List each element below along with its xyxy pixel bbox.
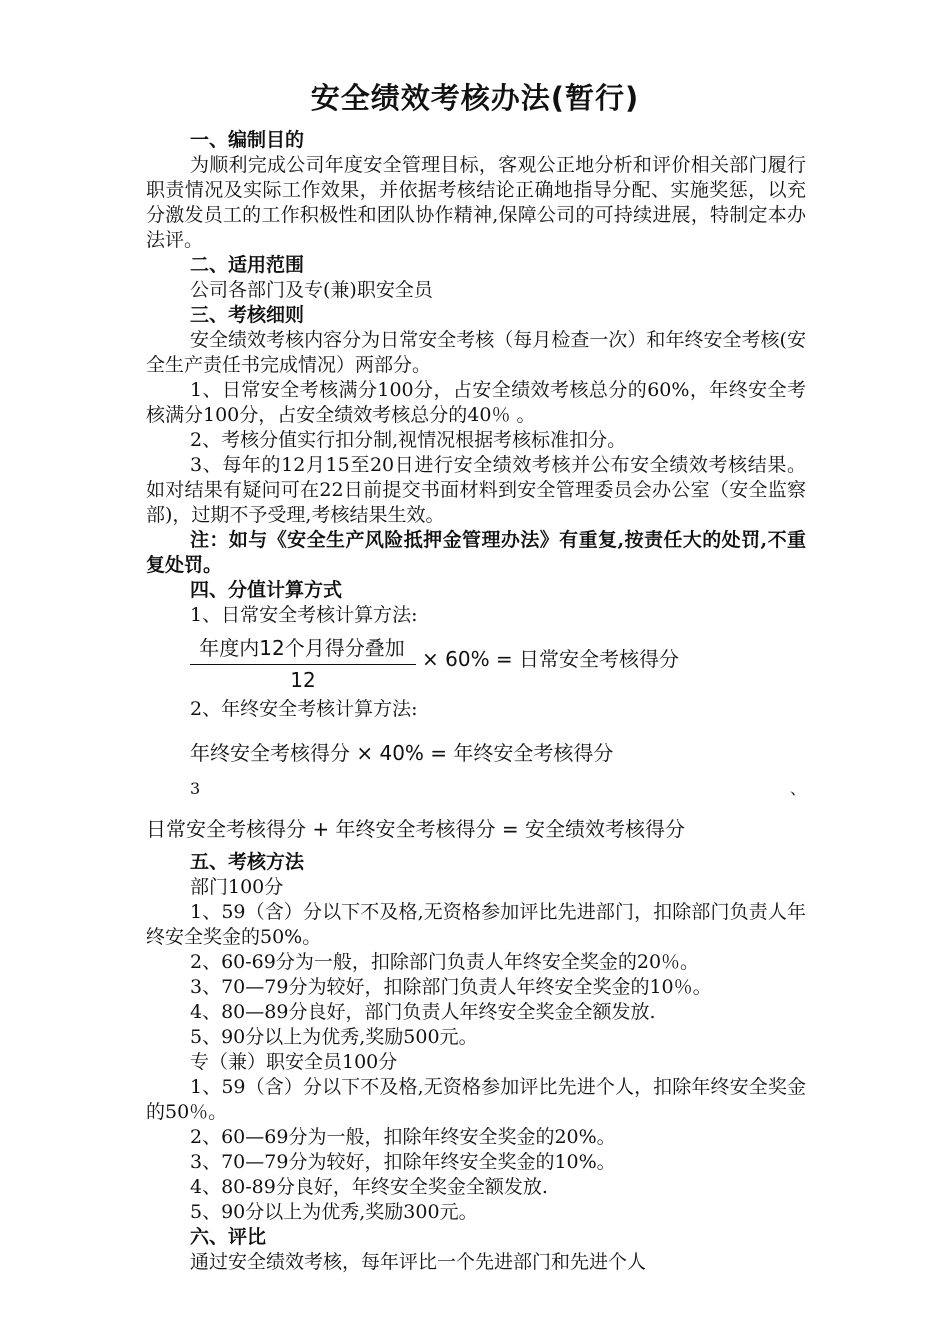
list-item: 5、90分以上为优秀,奖励300元。 <box>190 1201 478 1223</box>
list-item: 4、80-89分良好，年终安全奖金全额发放. <box>190 1176 548 1198</box>
section-heading-purpose: 一、编制目的 <box>190 129 305 151</box>
paragraph-rules-3: 2、考核分值实行扣分制,视情况根据考核标准扣分。 <box>190 429 627 451</box>
paragraph-purpose: 为顺利完成公司年度安全管理目标，客观公正地分析和评价相关部门履行职责情况及实际工作效果，并依据考核结论正确地指导分配、实施奖惩，以充分激发员工的工作积极性和团队协作精神,保障公司的可持续进展，特制定本办法评。 <box>146 154 806 251</box>
section-heading-rules: 三、考核细则 <box>190 304 305 326</box>
list-item: 1、59（含）分以下不及格,无资格参加评比先进个人，扣除年终安全奖金的50％。 <box>146 1076 806 1123</box>
section-heading-calculation: 四、分值计算方式 <box>190 579 343 601</box>
list-item: 3、70—79分为较好，扣除年终安全奖金的10%。 <box>190 1151 616 1173</box>
paragraph-evaluation: 通过安全绩效考核，每年评比一个先进部门和先进个人 <box>190 1251 647 1273</box>
calc-method-3 <box>146 778 806 800</box>
list-item: 3、70—79分为较好，扣除部门负责人年终安全奖金的10％。 <box>190 976 712 998</box>
staff-title: 专（兼）职安全员100分 <box>190 1051 398 1073</box>
daily-score-formula <box>190 636 806 691</box>
fraction-denominator: 12 <box>290 668 316 692</box>
section-heading-method: 五、考核方法 <box>190 851 305 873</box>
calc-method-3-number: 3 <box>190 779 201 798</box>
document-body <box>146 128 806 1275</box>
list-item: 2、60-69分为一般，扣除部门负责人年终安全奖金的20％。 <box>190 951 700 973</box>
calc-method-3-mark: 、 <box>789 779 806 798</box>
total-score-formula: 日常安全考核得分 + 年终安全考核得分 = 安全绩效考核得分 <box>146 817 685 841</box>
formula-rhs: × 60% = 日常安全考核得分 <box>422 647 680 671</box>
list-item: 2、60—69分为一般，扣除年终安全奖金的20%。 <box>190 1126 616 1148</box>
document-title: 安全绩效考核办法(暂行) <box>310 81 640 115</box>
paragraph-rules-2: 1、日常安全考核满分100分，占安全绩效考核总分的60%，年终安全考核满分100分，占安全绩效考核总分的40％ 。 <box>146 379 806 426</box>
paragraph-scope: 公司各部门及专(兼)职安全员 <box>190 279 433 301</box>
dept-title: 部门100分 <box>190 876 284 898</box>
rules-note: 注：如与《安全生产风险抵押金管理办法》有重复,按责任大的处罚,不重复处罚。 <box>146 529 806 576</box>
list-item: 4、80—89分良好，部门负责人年终安全奖金全额发放. <box>190 1001 656 1023</box>
fraction-numerator: 年度内12个月得分叠加 <box>199 636 405 660</box>
section-heading-evaluation: 六、评比 <box>190 1226 267 1248</box>
list-item: 5、90分以上为优秀,奖励500元。 <box>190 1026 478 1048</box>
paragraph-rules-4: 3、每年的12月15至20日进行安全绩效考核并公布安全绩效考核结果。如对结果有疑问可在22日前提交书面材料到安全管理委员会办公室（安全监察部)，过期不予受理,考核结果生效。 <box>146 454 806 526</box>
calc-method-1: 1、日常安全考核计算方法: <box>190 604 418 626</box>
calc-method-2: 2、年终安全考核计算方法: <box>190 698 418 720</box>
fraction <box>190 636 416 691</box>
annual-score-formula: 年终安全考核得分 × 40% = 年终安全考核得分 <box>190 741 614 765</box>
section-heading-scope: 二、适用范围 <box>190 254 305 276</box>
list-item: 1、59（含）分以下不及格,无资格参加评比先进部门，扣除部门负责人年终安全奖金的50%。 <box>146 901 806 948</box>
paragraph-rules-1: 安全绩效考核内容分为日常安全考核（每月检查一次）和年终安全考核(安全生产责任书完成情况）两部分。 <box>146 329 806 376</box>
